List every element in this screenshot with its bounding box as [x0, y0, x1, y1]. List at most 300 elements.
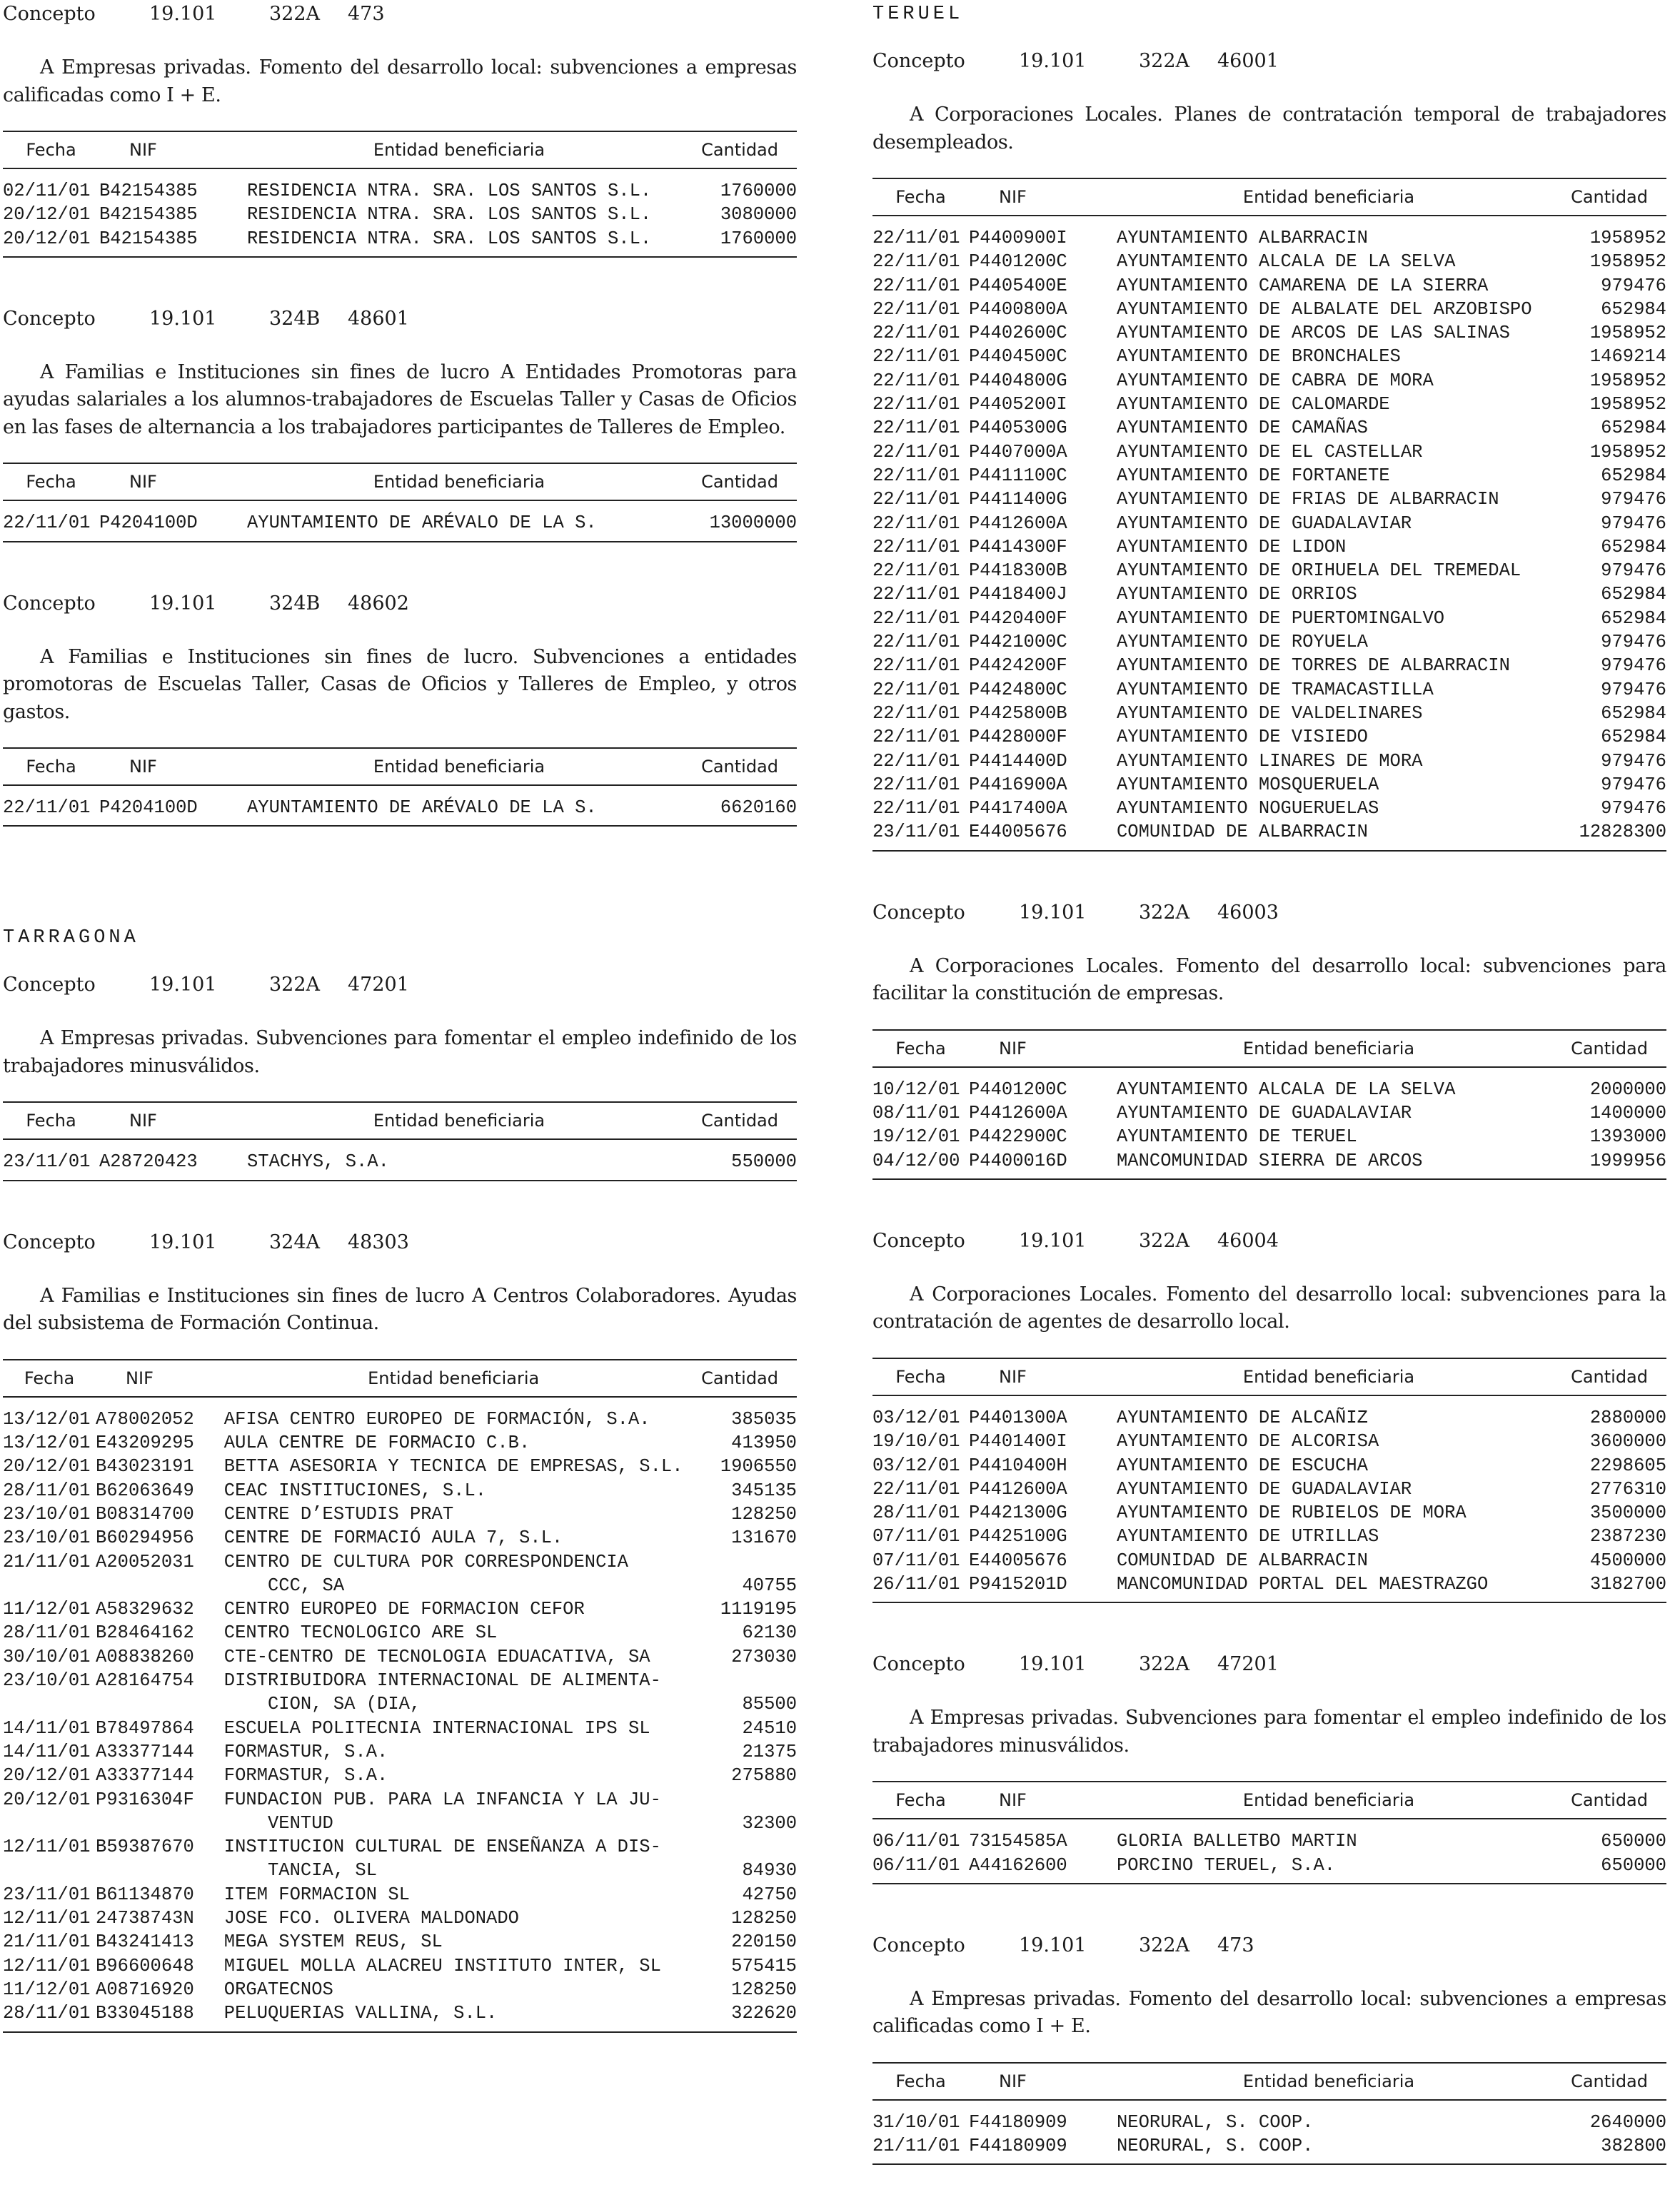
- cell-amount: 275880: [731, 1765, 797, 1787]
- cell-nif: A08838260: [96, 1646, 194, 1667]
- table-row: [3, 1907, 797, 1930]
- concept-code: 19.101: [1019, 1653, 1087, 1676]
- cell-date: 22/11/01: [872, 370, 960, 391]
- concept-description: A Familias e Instituciones sin fines de lucro A Entidades Promotoras para ayudas salariales a los alumnos-trabajadores de Escuelas Taller y Casas de Oficios en las fases de alternancia a los trabajadores participantes de Talleres de Empleo.: [3, 360, 797, 438]
- cell-date: 06/11/01: [872, 1831, 960, 1852]
- cell-amount: 13000000: [709, 512, 797, 534]
- table-row: [872, 216, 1666, 250]
- cell-date: 22/11/01: [872, 607, 960, 629]
- province-heading: TARRAGONA: [3, 927, 139, 949]
- right-column: [872, 0, 1666, 2212]
- cell-nif: B42154385: [99, 181, 198, 201]
- header-amount: Cantidad: [1541, 1358, 1666, 1395]
- header-date: Fecha: [3, 1102, 99, 1139]
- cell-entity: RESIDENCIA NTRA. SRA. LOS SANTOS S.L.: [247, 228, 652, 249]
- table-row: [3, 1954, 797, 1978]
- concept-section: [872, 1931, 1666, 2166]
- cell-date: 22/11/01: [872, 394, 960, 415]
- cell-amount: 385035: [731, 1408, 797, 1430]
- cell-nif: B59387670: [96, 1837, 194, 1858]
- cell-nif: B28464162: [96, 1622, 194, 1644]
- cell-entity: MIGUEL MOLLA ALACREU INSTITUTO INTER, SL: [223, 1955, 661, 1976]
- cell-amount: 1906550: [720, 1456, 797, 1478]
- header-amount: Cantidad: [683, 1360, 797, 1397]
- cell-date: 22/11/01: [872, 489, 960, 510]
- cell-date: 22/11/01: [872, 346, 960, 368]
- cell-amount: 85500: [742, 1694, 797, 1715]
- cell-amount: 550000: [731, 1151, 797, 1173]
- cell-entity: AYUNTAMIENTO ALCALA DE LA SELVA: [1117, 251, 1456, 273]
- table-row: [872, 582, 1666, 606]
- cell-nif: P4400800A: [969, 298, 1067, 320]
- cell-date: 22/11/01: [872, 418, 960, 439]
- cell-nif: P4414300F: [969, 536, 1067, 557]
- table-row: [872, 820, 1666, 850]
- beneficiaries-table: [872, 1029, 1666, 1180]
- table-row: [3, 1883, 797, 1907]
- cell-entity: AYUNTAMIENTO DE CABRA DE MORA: [1117, 370, 1434, 391]
- cell-nif: B62063649: [96, 1480, 194, 1501]
- cell-nif: P9316304F: [96, 1789, 194, 1810]
- table-row: [872, 773, 1666, 797]
- concept-label: Concepto: [872, 1934, 965, 1956]
- cell-amount: 273030: [731, 1646, 797, 1667]
- cell-entity: RESIDENCIA NTRA. SRA. LOS SANTOS S.L.: [247, 181, 652, 201]
- table-row: [872, 1430, 1666, 1453]
- cell-date: 22/11/01: [872, 655, 960, 677]
- cell-nif: P4421000C: [969, 632, 1067, 653]
- table-row: [872, 1549, 1666, 1572]
- cell-entity: BETTA ASESORIA Y TECNICA DE EMPRESAS, S.L.: [223, 1456, 683, 1478]
- cell-date: 20/12/01: [3, 1456, 91, 1478]
- concept-program: 324B: [269, 592, 321, 615]
- cell-date: 20/12/01: [3, 228, 91, 249]
- cell-amount: 979476: [1601, 774, 1666, 795]
- cell-date: 23/11/01: [3, 1884, 91, 1905]
- cell-amount: 4500000: [1589, 1550, 1666, 1571]
- concept-description: A Empresas privadas. Fomento del desarrollo local: subvenciones a empresas calificadas como I + E.: [872, 1987, 1666, 2038]
- beneficiaries-table: [872, 2062, 1666, 2166]
- cell-date: 23/10/01: [3, 1503, 91, 1525]
- cell-amount: 979476: [1601, 655, 1666, 677]
- cell-nif: P4421300G: [969, 1503, 1067, 1524]
- cell-date: 13/12/01: [3, 1408, 91, 1430]
- cell-date: 12/11/01: [3, 1908, 91, 1929]
- table-row: [872, 2100, 1666, 2134]
- concept-program: 324B: [269, 307, 321, 330]
- cell-entity: AYUNTAMIENTO DE VALDELINARES: [1117, 702, 1423, 724]
- cell-entity: AYUNTAMIENTO DE UTRILLAS: [1117, 1526, 1379, 1547]
- cell-entity: CENTRO TECNOLOGICO ARE SL: [223, 1622, 498, 1644]
- header-entity: Entidad beneficiaria: [1117, 2063, 1541, 2100]
- cell-entity: AYUNTAMIENTO LINARES DE MORA: [1117, 750, 1423, 772]
- cell-entity: AYUNTAMIENTO DE CALOMARDE: [1117, 394, 1390, 415]
- cell-entity: COMUNIDAD DE ALBARRACIN: [1117, 1550, 1368, 1571]
- cell-nif: B42154385: [99, 228, 198, 249]
- cell-nif: P4417400A: [969, 798, 1067, 819]
- concept-code: 19.101: [149, 974, 217, 996]
- table-row: [872, 345, 1666, 368]
- cell-entity: COMUNIDAD DE ALBARRACIN: [1117, 822, 1368, 843]
- table-row: [3, 1740, 797, 1764]
- table-row: [872, 298, 1666, 321]
- cell-date: 22/11/01: [872, 298, 960, 320]
- table-row: [872, 1395, 1666, 1430]
- table-row: [3, 1764, 797, 1787]
- cell-nif: P4401200C: [969, 1079, 1067, 1100]
- cell-amount: 2387230: [1589, 1526, 1666, 1547]
- cell-entity: CENTRO DE CULTURA POR CORRESPONDENCIA CCC, SA: [223, 1551, 628, 1596]
- cell-date: 28/11/01: [3, 2003, 91, 2024]
- concept-section: [3, 1228, 797, 2033]
- cell-date: 10/12/01: [872, 1079, 960, 1100]
- concept-code: 19.101: [1019, 1934, 1087, 1956]
- cell-nif: B43241413: [96, 1931, 194, 1953]
- header-nif: NIF: [99, 748, 247, 785]
- cell-date: 22/11/01: [872, 798, 960, 819]
- cell-date: 13/12/01: [3, 1433, 91, 1454]
- cell-nif: P4418400J: [969, 584, 1067, 605]
- table-row: [872, 2134, 1666, 2164]
- concept-section: [872, 1650, 1666, 1884]
- cell-amount: 979476: [1601, 679, 1666, 700]
- cell-entity: AYUNTAMIENTO DE GUADALAVIAR: [1117, 1103, 1412, 1124]
- cell-nif: P4405300G: [969, 418, 1067, 439]
- concept-number: 48303: [348, 1231, 409, 1253]
- cell-amount: 3182700: [1589, 1573, 1666, 1595]
- cell-date: 23/10/01: [3, 1527, 91, 1549]
- header-entity: Entidad beneficiaria: [247, 1102, 671, 1139]
- cell-nif: P4410400H: [969, 1455, 1067, 1476]
- table-row: [872, 607, 1666, 630]
- table-row: [3, 1835, 797, 1883]
- cell-entity: AYUNTAMIENTO DE VISIEDO: [1117, 727, 1368, 748]
- table-row: [3, 1621, 797, 1645]
- concept-number: 473: [348, 3, 385, 25]
- cell-amount: 62130: [742, 1622, 797, 1644]
- cell-nif: P4400900I: [969, 228, 1067, 248]
- cell-amount: 3600000: [1589, 1431, 1666, 1453]
- cell-amount: 382800: [1601, 2136, 1666, 2157]
- cell-entity: AYUNTAMIENTO DE EL CASTELLAR: [1117, 441, 1423, 463]
- cell-amount: 1999956: [1589, 1150, 1666, 1171]
- cell-nif: B33045188: [96, 2003, 194, 2024]
- cell-nif: P4401400I: [969, 1431, 1067, 1453]
- cell-date: 07/11/01: [872, 1550, 960, 1571]
- cell-entity: AYUNTAMIENTO DE GUADALAVIAR: [1117, 1478, 1412, 1500]
- cell-entity: AYUNTAMIENTO DE ESCUCHA: [1117, 1455, 1368, 1476]
- cell-amount: 40755: [742, 1575, 797, 1596]
- header-entity: Entidad beneficiaria: [1117, 1030, 1541, 1067]
- cell-entity: AYUNTAMIENTO DE ROYUELA: [1117, 632, 1368, 653]
- concept-number: 473: [1217, 1934, 1254, 1956]
- cell-nif: P4401200C: [969, 251, 1067, 273]
- cell-nif: A44162600: [969, 1854, 1067, 1876]
- beneficiaries-table: [3, 131, 797, 258]
- concept-label: Concepto: [3, 3, 96, 25]
- header-amount: Cantidad: [671, 1102, 797, 1139]
- cell-nif: P9415201D: [969, 1573, 1067, 1595]
- table-row: [3, 1550, 797, 1598]
- table-row: [3, 1503, 797, 1526]
- cell-date: 22/11/01: [872, 702, 960, 724]
- cell-nif: B43023191: [96, 1456, 194, 1478]
- cell-date: 12/11/01: [3, 1837, 91, 1858]
- header-entity: Entidad beneficiaria: [1117, 1358, 1541, 1395]
- cell-amount: 24510: [742, 1717, 797, 1739]
- concept-code: 19.101: [1019, 50, 1087, 72]
- cell-date: 20/12/01: [3, 204, 91, 226]
- cell-amount: 1400000: [1589, 1103, 1666, 1124]
- cell-entity: AYUNTAMIENTO NOGUERUELAS: [1117, 798, 1379, 819]
- cell-amount: 131670: [731, 1527, 797, 1549]
- cell-entity: AULA CENTRE DE FORMACIO C.B.: [223, 1433, 530, 1454]
- table-row: [872, 535, 1666, 559]
- cell-date: 07/11/01: [872, 1526, 960, 1547]
- cell-nif: A58329632: [96, 1599, 194, 1620]
- cell-entity: CENTRO EUROPEO DE FORMACION CEFOR: [223, 1599, 585, 1620]
- header-amount: Cantidad: [1541, 2063, 1666, 2100]
- cell-date: 22/11/01: [872, 512, 960, 534]
- concept-header: [872, 1650, 1666, 1679]
- table-row: [872, 440, 1666, 464]
- cell-nif: B42154385: [99, 204, 198, 226]
- cell-date: 03/12/01: [872, 1455, 960, 1476]
- cell-entity: AYUNTAMIENTO MOSQUERUELA: [1117, 774, 1379, 795]
- cell-nif: P4414400D: [969, 750, 1067, 772]
- concept-program: 322A: [1139, 1653, 1190, 1676]
- table-row: [872, 1525, 1666, 1548]
- cell-amount: 1469214: [1589, 346, 1666, 368]
- cell-amount: 1958952: [1589, 228, 1666, 248]
- cell-entity: ITEM FORMACION SL: [223, 1884, 410, 1905]
- cell-amount: 1958952: [1589, 251, 1666, 273]
- header-amount: Cantidad: [1541, 1782, 1666, 1819]
- cell-amount: 1958952: [1589, 394, 1666, 415]
- concept-header: [3, 1228, 797, 1257]
- concept-program: 324A: [269, 1231, 321, 1253]
- cell-entity: MANCOMUNIDAD SIERRA DE ARCOS: [1117, 1150, 1423, 1171]
- concept-label: Concepto: [872, 901, 965, 924]
- concept-section: [3, 590, 797, 827]
- beneficiaries-table: [3, 1359, 797, 2033]
- cell-nif: 73154585A: [969, 1831, 1067, 1852]
- concept-section: [872, 47, 1666, 852]
- cell-date: 21/11/01: [3, 1551, 91, 1572]
- cell-entity: DISTRIBUIDORA INTERNACIONAL DE ALIMENTA- CION, SA (DIA,: [223, 1670, 661, 1715]
- beneficiaries-table: [3, 1101, 797, 1181]
- table-row: [872, 559, 1666, 582]
- cell-entity: CEAC INSTITUCIONES, S.L.: [223, 1480, 487, 1501]
- table-row: [872, 678, 1666, 702]
- table-row: [3, 203, 797, 226]
- cell-date: 31/10/01: [872, 2111, 960, 2133]
- cell-entity: NEORURAL, S. COOP.: [1117, 2111, 1314, 2133]
- table-row: [872, 797, 1666, 820]
- cell-date: 03/12/01: [872, 1407, 960, 1428]
- table-row: [872, 725, 1666, 749]
- table-row: [872, 464, 1666, 488]
- cell-date: 28/11/01: [3, 1480, 91, 1501]
- cell-nif: P4411100C: [969, 465, 1067, 486]
- header-date: Fecha: [872, 178, 969, 216]
- cell-entity: AYUNTAMIENTO DE ORIHUELA DEL TREMEDAL: [1117, 560, 1521, 582]
- cell-nif: E43209295: [96, 1433, 194, 1454]
- concept-number: 46003: [1217, 901, 1279, 924]
- table-row: [3, 1397, 797, 1431]
- cell-date: 22/11/01: [872, 1478, 960, 1500]
- cell-entity: AYUNTAMIENTO DE ALBALATE DEL ARZOBISPO: [1117, 298, 1532, 320]
- cell-amount: 575415: [731, 1955, 797, 1976]
- cell-date: 30/10/01: [3, 1646, 91, 1667]
- concept-program: 322A: [1139, 1934, 1190, 1956]
- concept-description: A Empresas privadas. Subvenciones para fomentar el empleo indefinido de los trabajadores minusválidos.: [872, 1707, 1666, 1757]
- table-row: [3, 168, 797, 203]
- cell-entity: MEGA SYSTEM REUS, SL: [223, 1931, 443, 1953]
- header-entity: Entidad beneficiaria: [247, 748, 671, 785]
- cell-amount: 12828300: [1579, 822, 1666, 843]
- concept-description: A Corporaciones Locales. Fomento del desarrollo local: subvenciones para facilitar la constitución de empresas.: [872, 954, 1666, 1005]
- cell-nif: B61134870: [96, 1884, 194, 1905]
- cell-nif: P4411400G: [969, 489, 1067, 510]
- concept-label: Concepto: [3, 307, 96, 330]
- cell-nif: P4424200F: [969, 655, 1067, 677]
- concept-description: A Familias e Instituciones sin fines de lucro. Subvenciones a entidades promotoras de Escuelas Taller, Casas de Oficios y Talleres de Empleo, y otros gastos.: [3, 645, 797, 723]
- cell-entity: AYUNTAMIENTO DE FRIAS DE ALBARRACIN: [1117, 489, 1499, 510]
- left-column: [3, 0, 797, 2080]
- cell-amount: 650000: [1601, 1854, 1666, 1876]
- concept-label: Concepto: [3, 1231, 96, 1253]
- cell-date: 22/11/01: [872, 251, 960, 273]
- cell-nif: P4405200I: [969, 394, 1067, 415]
- table-row: [872, 274, 1666, 298]
- concept-header: [872, 47, 1666, 76]
- concept-label: Concepto: [872, 1653, 965, 1676]
- table-row: [872, 1125, 1666, 1148]
- table-row: [872, 369, 1666, 393]
- cell-entity: INSTITUCION CULTURAL DE ENSEÑANZA A DIS- TANCIA, SL: [223, 1837, 661, 1882]
- cell-nif: A28720423: [99, 1151, 198, 1173]
- cell-nif: P4416900A: [969, 774, 1067, 795]
- cell-amount: 979476: [1601, 512, 1666, 534]
- cell-date: 08/11/01: [872, 1103, 960, 1124]
- cell-date: 19/10/01: [872, 1431, 960, 1453]
- table-row: [872, 1149, 1666, 1179]
- header-entity: Entidad beneficiaria: [1117, 178, 1541, 216]
- table-row: [872, 630, 1666, 654]
- beneficiaries-table: [872, 1358, 1666, 1603]
- concept-program: 322A: [1139, 1229, 1190, 1252]
- concept-header: [3, 590, 797, 618]
- header-date: Fecha: [3, 1360, 96, 1397]
- beneficiaries-table: [872, 1781, 1666, 1884]
- header-entity: Entidad beneficiaria: [247, 131, 671, 168]
- cell-entity: CTE-CENTRO DE TECNOLOGIA EDUACATIVA, SA: [223, 1646, 650, 1667]
- cell-amount: 345135: [731, 1480, 797, 1501]
- cell-entity: AYUNTAMIENTO DE ARÉVALO DE LA S.: [247, 512, 597, 534]
- cell-date: 20/12/01: [3, 1789, 91, 1810]
- table-row: [872, 702, 1666, 725]
- table-row: [872, 1067, 1666, 1101]
- concept-label: Concepto: [3, 974, 96, 996]
- cell-amount: 128250: [731, 1979, 797, 2000]
- cell-entity: PORCINO TERUEL, S.A.: [1117, 1854, 1336, 1876]
- table-row: [872, 1854, 1666, 1884]
- table-row: [3, 1431, 797, 1455]
- cell-nif: A33377144: [96, 1765, 194, 1787]
- table-row: [872, 1478, 1666, 1501]
- concept-header: [872, 899, 1666, 927]
- cell-amount: 650000: [1601, 1831, 1666, 1852]
- cell-date: 19/12/01: [872, 1126, 960, 1148]
- table-row: [872, 1101, 1666, 1125]
- cell-date: 28/11/01: [3, 1622, 91, 1644]
- concept-code: 19.101: [149, 307, 217, 330]
- cell-amount: 979476: [1601, 560, 1666, 582]
- cell-entity: AYUNTAMIENTO DE LIDON: [1117, 536, 1347, 557]
- cell-amount: 42750: [742, 1884, 797, 1905]
- cell-entity: AYUNTAMIENTO DE ORRIOS: [1117, 584, 1357, 605]
- cell-date: 11/12/01: [3, 1979, 91, 2000]
- header-amount: Cantidad: [671, 463, 797, 500]
- cell-entity: FORMASTUR, S.A.: [223, 1765, 388, 1787]
- cell-entity: CENTRE D’ESTUDIS PRAT: [223, 1503, 454, 1525]
- cell-entity: ORGATECNOS: [223, 1979, 333, 2000]
- cell-entity: JOSE FCO. OLIVERA MALDONADO: [223, 1908, 519, 1929]
- cell-amount: 3500000: [1589, 1503, 1666, 1524]
- cell-amount: 652984: [1601, 702, 1666, 724]
- cell-date: 22/11/01: [3, 797, 91, 819]
- cell-nif: P4400016D: [969, 1150, 1067, 1171]
- table-row: [872, 1454, 1666, 1478]
- table-row: [3, 1717, 797, 1740]
- cell-nif: P4405400E: [969, 275, 1067, 296]
- cell-nif: E44005676: [969, 822, 1067, 843]
- concept-program: 322A: [269, 3, 321, 25]
- cell-amount: 979476: [1601, 489, 1666, 510]
- cell-date: 22/11/01: [872, 727, 960, 748]
- table-row: [872, 488, 1666, 511]
- header-nif: NIF: [99, 463, 247, 500]
- concept-program: 322A: [1139, 50, 1190, 72]
- cell-date: 22/11/01: [872, 774, 960, 795]
- cell-amount: 1760000: [720, 228, 797, 249]
- concept-description: A Empresas privadas. Fomento del desarrollo local: subvenciones a empresas calificadas como I + E.: [3, 56, 797, 106]
- concept-label: Concepto: [872, 1229, 965, 1252]
- header-date: Fecha: [3, 748, 99, 785]
- concept-number: 47201: [1217, 1653, 1279, 1676]
- concept-description: A Corporaciones Locales. Fomento del desarrollo local: subvenciones para la contratación de agentes de desarrollo local.: [872, 1283, 1666, 1333]
- table-row: [872, 393, 1666, 416]
- cell-date: 12/11/01: [3, 1955, 91, 1976]
- table-row: [872, 1819, 1666, 1853]
- concept-description: A Corporaciones Locales. Planes de contratación temporal de trabajadores desempleados.: [872, 103, 1666, 153]
- cell-entity: AFISA CENTRO EUROPEO DE FORMACIÓN, S.A.: [223, 1408, 650, 1430]
- cell-entity: ESCUELA POLITECNIA INTERNACIONAL IPS SL: [223, 1717, 650, 1739]
- concept-code: 19.101: [1019, 1229, 1087, 1252]
- cell-date: 22/11/01: [872, 750, 960, 772]
- beneficiaries-table: [3, 463, 797, 542]
- cell-date: 22/11/01: [872, 560, 960, 582]
- cell-nif: P4401300A: [969, 1407, 1067, 1428]
- concept-section: [3, 971, 797, 1181]
- cell-entity: AYUNTAMIENTO DE CAMAÑAS: [1117, 418, 1368, 439]
- header-nif: NIF: [969, 178, 1117, 216]
- cell-entity: AYUNTAMIENTO DE RUBIELOS DE MORA: [1117, 1503, 1467, 1524]
- cell-entity: AYUNTAMIENTO DE TORRES DE ALBARRACIN: [1117, 655, 1510, 677]
- table-row: [3, 1455, 797, 1478]
- cell-entity: RESIDENCIA NTRA. SRA. LOS SANTOS S.L.: [247, 204, 652, 226]
